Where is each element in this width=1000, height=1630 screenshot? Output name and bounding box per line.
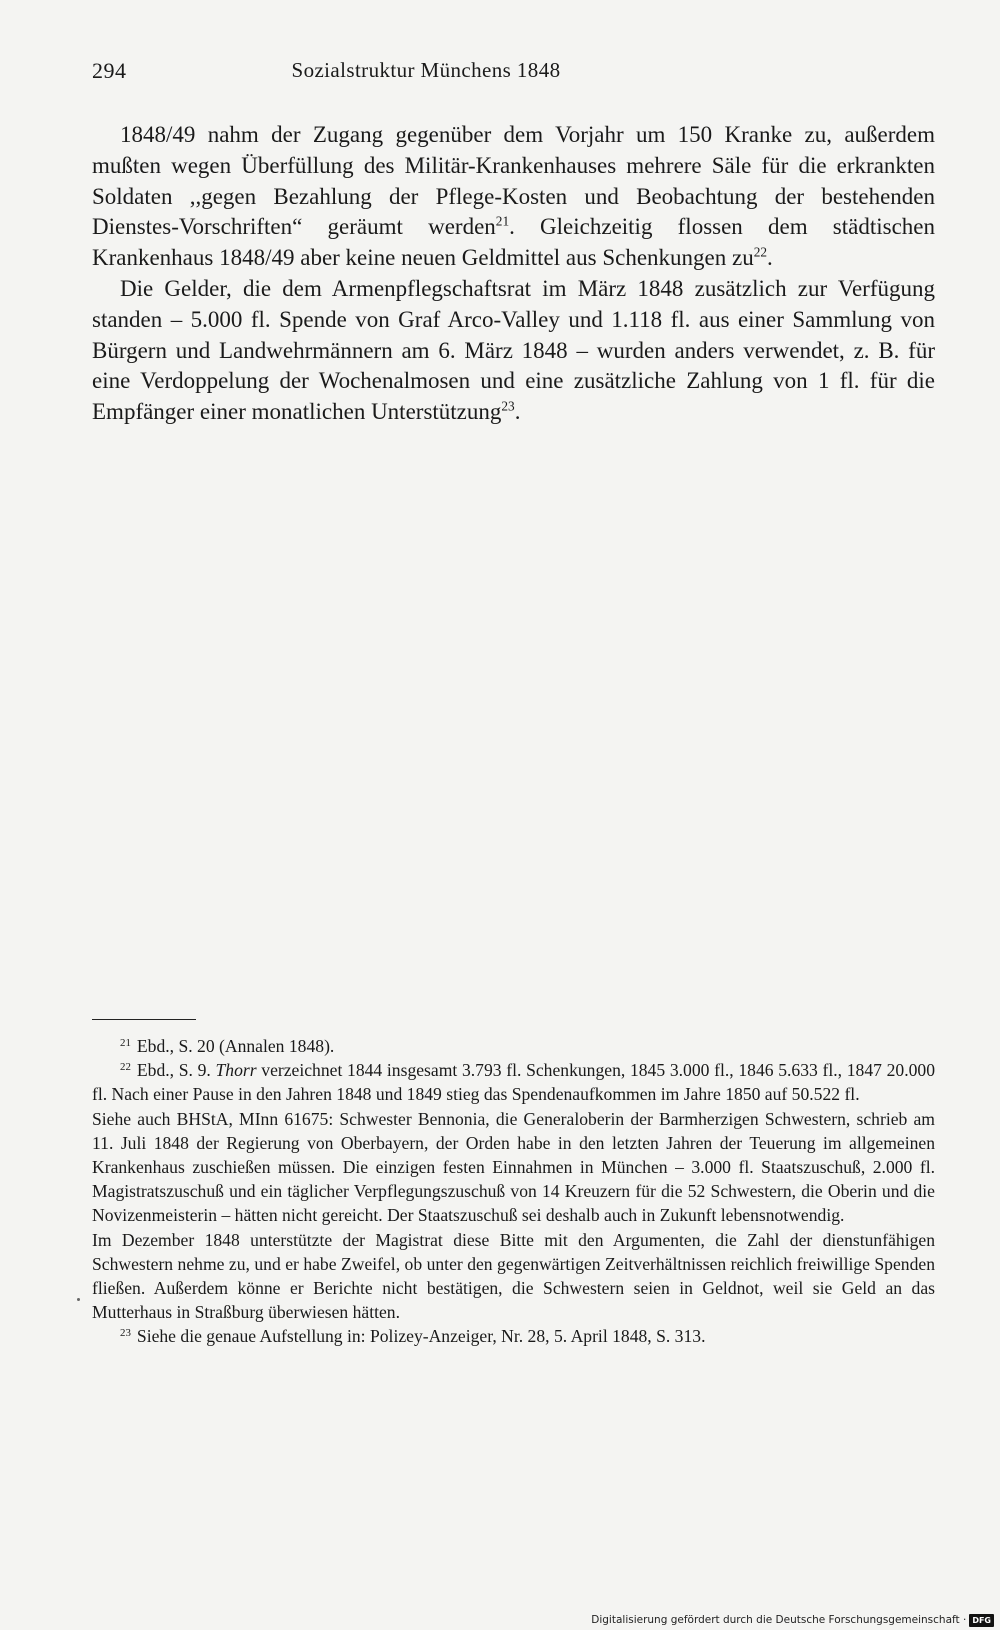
paragraph-1-text-b: . Gleichzeitig flossen dem städtischen Krankenhaus 1848/49 aber keine neuen Geldmittel aus Schenkungen zu bbox=[92, 214, 935, 271]
footnote-23-mark: 23 bbox=[120, 1327, 131, 1340]
footnotes bbox=[92, 1034, 935, 1349]
dfg-logo-icon: DFG bbox=[969, 1614, 994, 1627]
paragraph-1-text-a: 1848/49 nahm der Zugang gegenüber dem Vorjahr um 150 Kranke zu, außerdem mußten wegen Überfüllung des Militär-Krankenhauses mehrere Säle für die erkrankten Soldaten ,,gegen Bezahlung der Pflege-Kosten und Beobachtung der bestehenden Dienstes-Vorschriften“ geräumt werden bbox=[92, 122, 935, 240]
footnote-separator bbox=[92, 1019, 196, 1020]
footnote-22-author: Thorr bbox=[215, 1060, 257, 1081]
page-header bbox=[92, 58, 928, 92]
footnote-ref-23: 23 bbox=[501, 398, 515, 414]
footnote-ref-22: 22 bbox=[753, 244, 768, 260]
footnote-22-continuation-1: Siehe auch BHStA, MInn 61675: Schwester Bennonia, die Generaloberin der Barmherzigen Schwestern, schrieb am 11. Juli 1848 der Regierung von Oberbayern, der Orden habe in den letzten Jahren der Teuerung im allgemeinen Krankenhaus zuschießen müssen. Die einzigen festen Einnahmen in München – 3.000 fl. Staatszuschuß, 2.000 fl. Magistratszuschuß und ein täglicher Verpflegungszuschuß von 14 Kreuzern für die 52 Schwestern, die Oberin und die Novizenmeisterin – hätten nicht gereicht. Der Staatszuschuß sei deshalb auch in Zukunft lebensnotwendig. bbox=[92, 1108, 935, 1226]
footnote-22-mark: 22 bbox=[120, 1061, 131, 1074]
footnote-22-continuation-2: Im Dezember 1848 unterstützte der Magistrat diese Bitte mit den Argumenten, die Zahl der dienstunfähigen Schwestern nehme zu, und er habe Zweifel, ob unter den gegenwärtigen Zeitverhältnissen reichlich freiwillige Spenden fließen. Außerdem könne er Berichte nicht bestätigen, die Schwestern seien in Geldnot, weil sie Geld an das Mutterhaus in Straßburg überwiesen hätten. bbox=[92, 1229, 935, 1323]
footnote-23-text: Siehe die genaue Aufstellung in: Polizey-Anzeiger, Nr. 28, 5. April 1848, S. 313. bbox=[136, 1326, 706, 1347]
footnote-21 bbox=[92, 1034, 935, 1058]
credit-text: Digitalisierung gefördert durch die Deutsche Forschungsgemeinschaft · bbox=[591, 1614, 967, 1626]
footnote-21-text: Ebd., S. 20 (Annalen 1848). bbox=[136, 1036, 335, 1056]
paragraph-2-text-a: Die Gelder, die dem Armenpflegschaftsrat im März 1848 zusätzlich zur Verfügung standen – 5.000 fl. Spende von Graf Arco-Valley und 1.118 fl. aus einer Sammlung von Bürgern und Landwehrmännern am 6. März 1848 – wurden anders verwendet, z. B. für eine Verdoppelung der Wochenalmosen und eine zusätzliche Zahlung von 1 fl. für die Empfänger einer monatlichen Unterstützung bbox=[92, 275, 935, 425]
main-text bbox=[92, 120, 935, 428]
paragraph-1-text-c: . bbox=[767, 245, 773, 271]
footnote-ref-21: 21 bbox=[495, 214, 510, 230]
digitization-credit bbox=[591, 1612, 994, 1628]
paragraph-1 bbox=[92, 120, 935, 274]
footnote-22 bbox=[92, 1058, 935, 1106]
footnote-21-mark: 21 bbox=[120, 1037, 131, 1049]
scan-speck bbox=[77, 1298, 80, 1301]
footnote-22-text-b: verzeichnet 1844 insgesamt 3.793 fl. Schenkungen, 1845 3.000 fl., 1846 5.633 fl., 1847 20.000 fl. Nach einer Pause in den Jahren 1848 und 1849 stieg das Spendenaufkommen im Jahre 1850 auf 50.522 fl. bbox=[92, 1060, 935, 1105]
footnote-22-text-a: Ebd., S. 9. bbox=[136, 1060, 216, 1081]
paragraph-2 bbox=[92, 274, 935, 428]
paragraph-2-text-b: . bbox=[514, 399, 521, 425]
page-number: 294 bbox=[92, 58, 127, 83]
running-head: Sozialstruktur Münchens 1848 bbox=[291, 58, 561, 82]
footnote-23 bbox=[92, 1324, 935, 1348]
